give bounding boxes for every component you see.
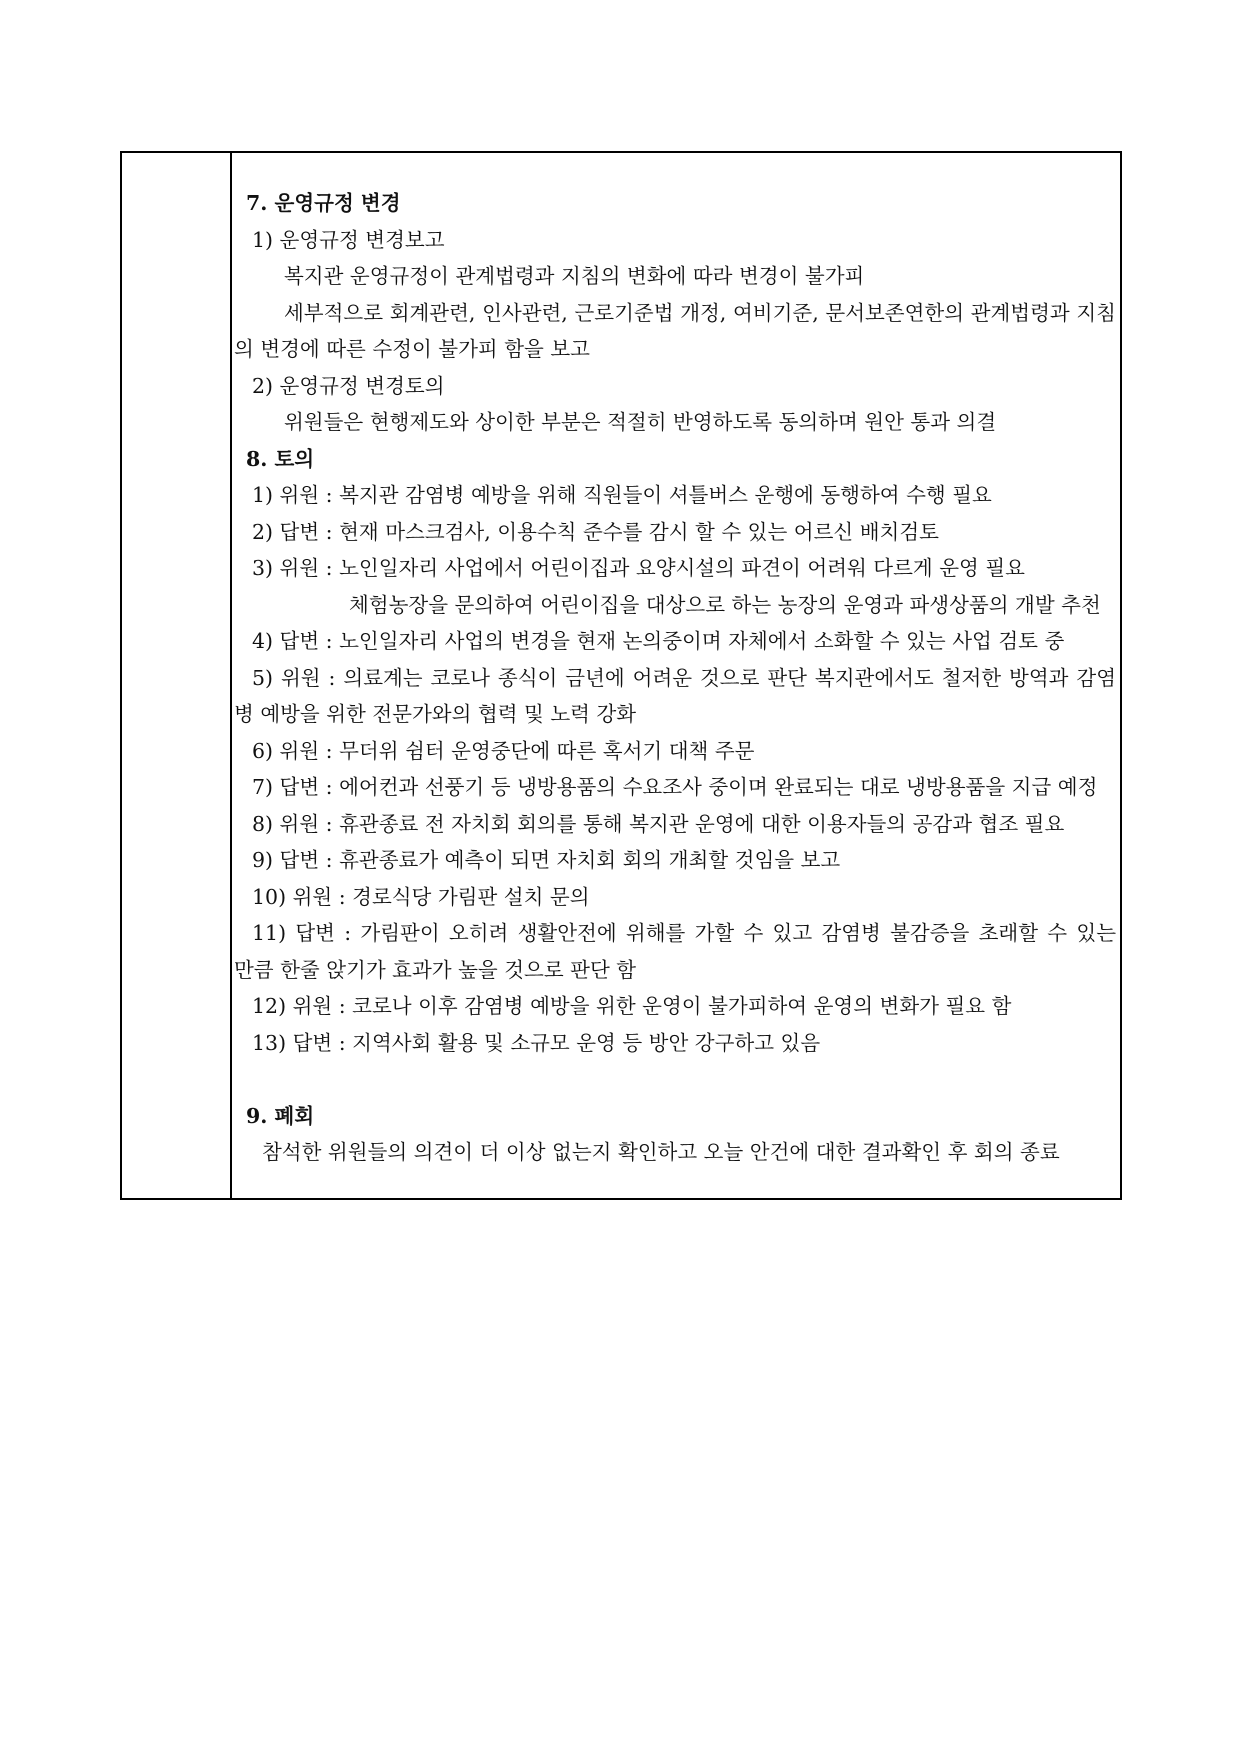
discussion-item: 6) 위원 : 무더위 쉼터 운영중단에 따른 혹서기 대책 주문 <box>252 738 755 763</box>
discussion-item-continued: 병 예방을 위한 전문가와의 협력 및 노력 강화 <box>234 702 637 726</box>
paragraph-line: 참석한 위원들의 의견이 더 이상 없는지 확인하고 오늘 안건에 대한 결과확인 후 회의 종료 <box>262 1140 1060 1164</box>
section-heading-discussion: 8. 토의 <box>246 446 315 471</box>
discussion-item: 7) 답변 : 에어컨과 선풍기 등 냉방용품의 수요조사 중이며 완료되는 대로 냉방용품을 지급 예정 <box>252 775 1098 799</box>
discussion-item-continued: 만큼 한줄 앉기가 효과가 높을 것으로 판단 함 <box>234 957 637 982</box>
discussion-item: 9) 답변 : 휴관종료가 예측이 되면 자치회 회의 개최할 것임을 보고 <box>252 848 841 872</box>
label-column <box>122 153 232 1198</box>
paragraph-line: 세부적으로 회계관련, 인사관련, 근로기준법 개정, 여비기준, 문서보존연한의 관계법령과 지침 <box>284 300 1116 325</box>
discussion-item: 2) 답변 : 현재 마스크검사, 이용수칙 준수를 감시 할 수 있는 어르신 배치검토 <box>252 519 939 544</box>
paragraph-line: 의 변경에 따른 수정이 불가피 함을 보고 <box>234 337 590 361</box>
minutes-table <box>120 151 1122 1200</box>
discussion-item: 13) 답변 : 지역사회 활용 및 소규모 운영 등 방안 강구하고 있음 <box>252 1030 821 1055</box>
discussion-item-continued: 체험농장을 문의하여 어린이집을 대상으로 하는 농장의 운영과 파생상품의 개발 추천 <box>349 592 1101 617</box>
section-heading-closing: 9. 폐회 <box>246 1103 315 1128</box>
subsection-rules-report: 1) 운영규정 변경보고 <box>252 227 445 252</box>
paragraph-line: 위원들은 현행제도와 상이한 부분은 적절히 반영하도록 동의하며 원안 통과 의결 <box>284 410 997 434</box>
blank-line <box>234 1061 1116 1098</box>
discussion-item: 3) 위원 : 노인일자리 사업에서 어린이집과 요양시설의 파견이 어려워 다르게 운영 필요 <box>252 556 1025 580</box>
discussion-item: 4) 답변 : 노인일자리 사업의 변경을 현재 논의중이며 자체에서 소화할 수 있는 사업 검토 중 <box>252 629 1065 653</box>
discussion-item: 12) 위원 : 코로나 이후 감염병 예방을 위한 운영이 불가피하여 운영의 변화가 필요 함 <box>252 994 1012 1018</box>
paragraph-line: 복지관 운영규정이 관계법령과 지침의 변화에 따라 변경이 불가피 <box>284 264 865 288</box>
discussion-item: 5) 위원 : 의료계는 코로나 종식이 금년에 어려운 것으로 판단 복지관에서도 철저한 방역과 감염 <box>252 665 1116 690</box>
discussion-item: 8) 위원 : 휴관종료 전 자치회 회의를 통해 복지관 운영에 대한 이용자들의 공감과 협조 필요 <box>252 811 1065 836</box>
discussion-item: 1) 위원 : 복지관 감염병 예방을 위해 직원들이 셔틀버스 운행에 동행하여 수행 필요 <box>252 483 992 507</box>
discussion-item: 10) 위원 : 경로식당 가림판 설치 문의 <box>252 884 590 909</box>
section-heading-rules-change: 7. 운영규정 변경 <box>246 191 401 215</box>
discussion-item: 11) 답변 : 가림판이 오히려 생활안전에 위해를 가할 수 있고 감염병 불감증을 초래할 수 있는 <box>252 921 1116 945</box>
subsection-rules-discussion: 2) 운영규정 변경토의 <box>252 373 445 398</box>
minutes-content <box>234 185 1116 1171</box>
